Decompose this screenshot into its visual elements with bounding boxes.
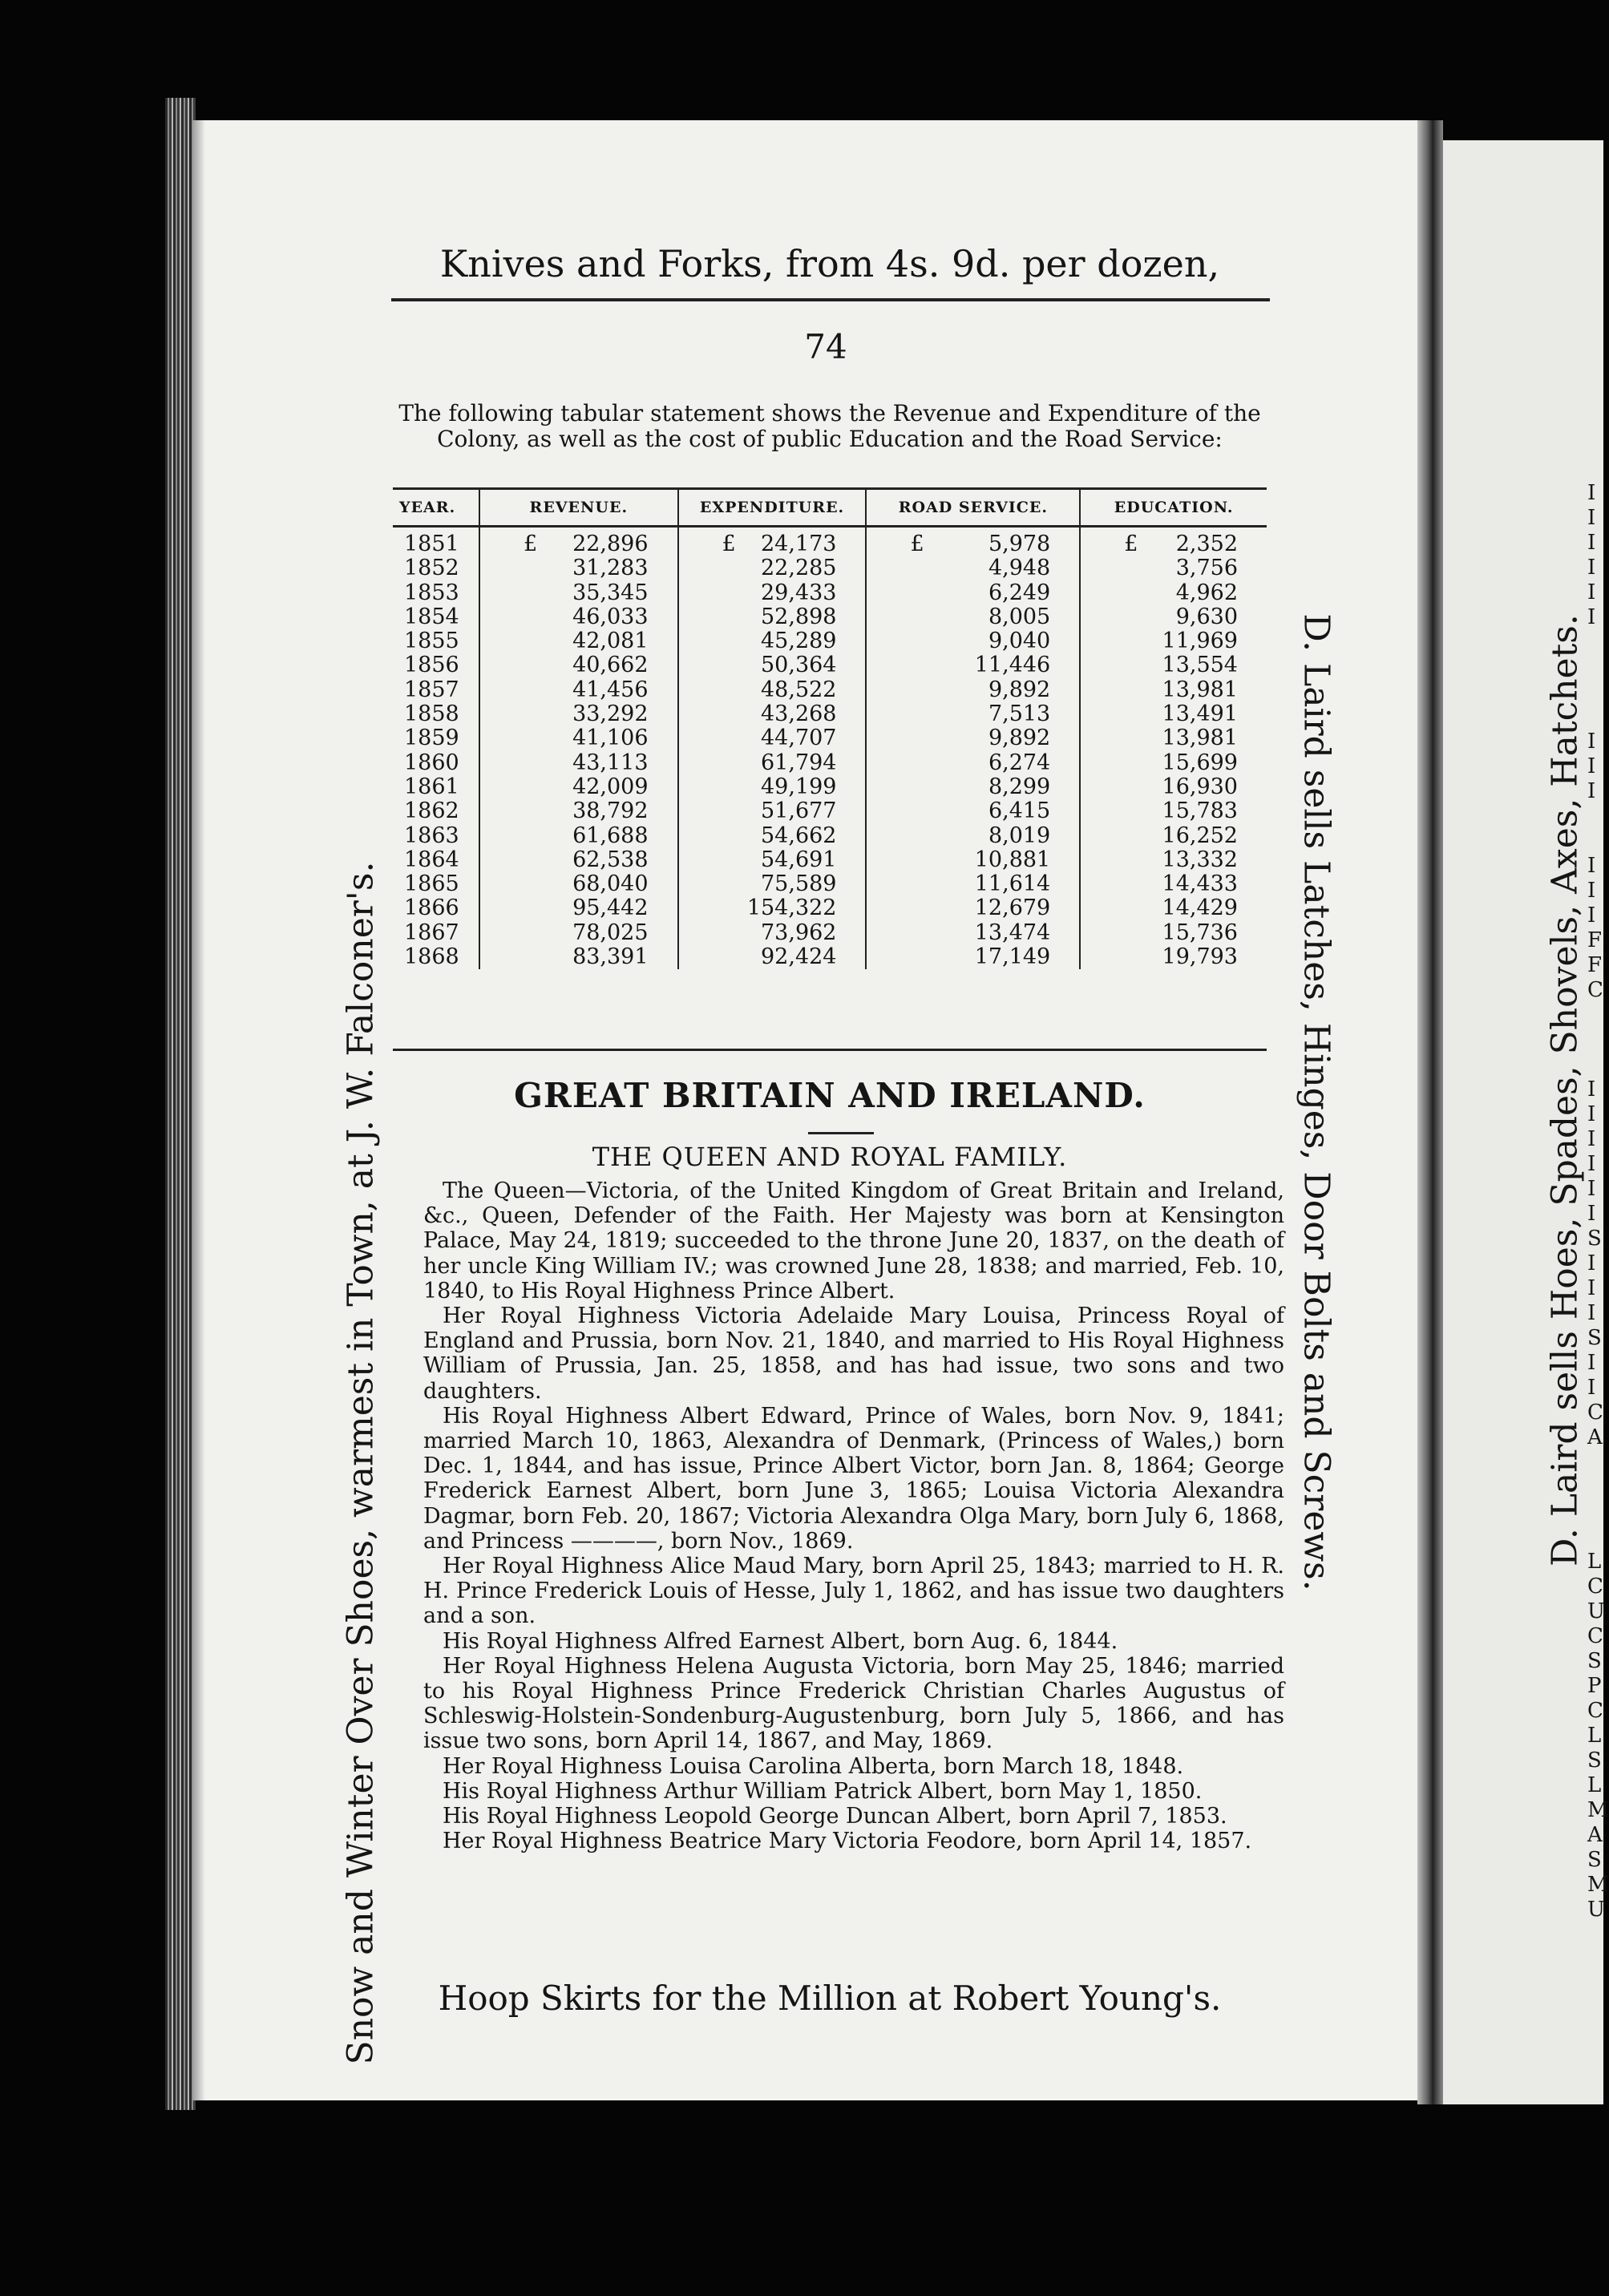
currency-symbol: £ — [524, 532, 538, 556]
table-row — [393, 653, 1267, 677]
facing-page-letter: L — [1587, 1724, 1602, 1748]
royal-family-text — [423, 1178, 1284, 1853]
table-row — [393, 799, 1267, 823]
table-row — [393, 629, 1267, 653]
cell-road-service: 7,513 — [866, 702, 1080, 726]
table-row — [393, 751, 1267, 775]
cell-expenditure — [678, 527, 867, 557]
paragraph: His Royal Highness Arthur William Patrick Albert, born May 1, 1850. — [443, 1778, 1203, 1804]
facing-page-letter: U — [1587, 1599, 1605, 1623]
cell-revenue: 83,391 — [479, 945, 678, 969]
facing-page-letter: F — [1587, 928, 1603, 952]
cell-education: 16,930 — [1080, 775, 1267, 799]
cell-year: 1860 — [404, 750, 459, 775]
cell-education — [1080, 527, 1267, 557]
section-rule — [808, 1132, 874, 1134]
cell-expenditure: 49,199 — [678, 775, 867, 799]
table-row — [393, 605, 1267, 629]
cell-education: 13,981 — [1080, 678, 1267, 702]
facing-page-letter: S — [1587, 1326, 1602, 1350]
facing-page-letter — [1587, 1475, 1609, 1500]
facing-page-letter — [1587, 829, 1609, 854]
cell-education: 15,736 — [1080, 921, 1267, 945]
paragraph: His Royal Highness Leopold George Duncan Albert, born April 7, 1853. — [443, 1804, 1227, 1829]
paragraph: His Royal Highness Alfred Earnest Albert, born Aug. 6, 1844. — [443, 1628, 1118, 1654]
facing-page-letter: S — [1587, 1227, 1602, 1251]
facing-page-letter: A — [1587, 1823, 1603, 1847]
facing-page-letter — [1587, 804, 1609, 829]
currency-symbol: £ — [910, 532, 924, 556]
cell-year: 1855 — [404, 629, 459, 654]
cell-value: 24,173 — [761, 532, 837, 556]
facing-page-letter: C — [1587, 1624, 1603, 1648]
paragraph: Her Royal Highness Louisa Carolina Alberta, born March 18, 1848. — [443, 1753, 1184, 1779]
facing-page-letter — [1587, 630, 1609, 655]
cell-revenue: 41,456 — [479, 678, 678, 702]
cell-year: 1853 — [404, 580, 459, 605]
header-advertisement: Knives and Forks, from 4s. 9d. per dozen, — [439, 242, 1220, 285]
cell-year: 1862 — [404, 798, 459, 824]
cell-road-service: 11,446 — [866, 653, 1080, 677]
table-row — [393, 581, 1267, 605]
table-row — [393, 726, 1267, 750]
cell-road-service: 8,005 — [866, 605, 1080, 629]
cell-revenue — [479, 527, 678, 557]
table-row — [393, 702, 1267, 726]
cell-revenue: 33,292 — [479, 702, 678, 726]
cell-education: 13,981 — [1080, 726, 1267, 750]
facing-page-letter — [1587, 1450, 1609, 1475]
cell-revenue: 42,081 — [479, 629, 678, 653]
revenue-expenditure-table — [393, 487, 1267, 969]
cell-year: 1854 — [404, 604, 459, 629]
cell-expenditure: 43,268 — [678, 702, 867, 726]
paragraph: His Royal Highness Albert Edward, Prince of Wales, born Nov. 9, 1841; married March 10, 1863, Alexandra of Denmark, (Princess of Wales,) born Dec. 1, 1844, and has issue, Prince Albert Victor, born Jan. 8, 1864; George Frederick Earnest Albert, born June 3, 1865; Louisa Victoria Alexandra Dagmar, born Feb. 20, 1867; Victoria Alexandra Olga Mary, born July 6, 1868, and Princess ————, born Nov., 1869. — [423, 1403, 1284, 1554]
table-row — [393, 527, 1267, 557]
facing-page-letter: I — [1587, 754, 1596, 778]
book-gutter — [1417, 120, 1443, 2104]
cell-revenue: 78,025 — [479, 921, 678, 945]
cell-education: 4,962 — [1080, 581, 1267, 605]
column-header-revenue: REVENUE. — [479, 489, 678, 527]
subsection-title: THE QUEEN AND ROYAL FAMILY. — [592, 1142, 1068, 1172]
cell-expenditure: 45,289 — [678, 629, 867, 653]
facing-page-letter: L — [1587, 1773, 1602, 1797]
facing-page-letter — [1587, 1028, 1609, 1053]
cell-revenue: 62,538 — [479, 848, 678, 872]
cell-year: 1859 — [404, 726, 459, 751]
cell-road-service: 9,892 — [866, 726, 1080, 750]
cell-revenue: 31,283 — [479, 556, 678, 580]
left-margin-advertisement: Snow and Winter Over Shoes, warmest in Town, at J. W. Falconer's. — [340, 861, 382, 2065]
cell-expenditure: 29,433 — [678, 581, 867, 605]
facing-page-letter: I — [1587, 531, 1596, 555]
facing-page-letter: I — [1587, 1351, 1596, 1375]
facing-page-letter: I — [1587, 903, 1596, 928]
table-row — [393, 775, 1267, 799]
facing-page-letter: I — [1587, 730, 1596, 754]
facing-page-letter: I — [1587, 779, 1596, 803]
cell-education: 11,969 — [1080, 629, 1267, 653]
cell-education: 14,429 — [1080, 896, 1267, 920]
cell-expenditure: 22,285 — [678, 556, 867, 580]
paragraph: Her Royal Highness Alice Maud Mary, born April 25, 1843; married to H. R. H. Prince Frederick Louis of Hesse, July 1, 1862, and has issue two daughters and a son. — [423, 1554, 1284, 1629]
cell-education: 14,433 — [1080, 872, 1267, 896]
cell-expenditure: 48,522 — [678, 678, 867, 702]
facing-page-letter: I — [1587, 879, 1596, 903]
cell-revenue: 95,442 — [479, 896, 678, 920]
cell-road-service: 12,679 — [866, 896, 1080, 920]
cell-year: 1852 — [404, 556, 459, 581]
cell-road-service — [866, 527, 1080, 557]
cell-year: 1861 — [404, 774, 459, 799]
cell-revenue: 35,345 — [479, 581, 678, 605]
cell-expenditure: 44,707 — [678, 726, 867, 750]
cell-road-service: 9,040 — [866, 629, 1080, 653]
currency-symbol: £ — [722, 532, 736, 556]
facing-page-letter: M — [1587, 1873, 1609, 1897]
cell-expenditure: 54,662 — [678, 824, 867, 848]
facing-page-letter: I — [1587, 580, 1596, 604]
facing-page-letter: C — [1587, 1574, 1603, 1599]
table-row — [393, 872, 1267, 896]
page-number: 74 — [804, 327, 847, 366]
cell-education: 9,630 — [1080, 605, 1267, 629]
table-header-row — [393, 489, 1267, 527]
cell-road-service: 4,948 — [866, 556, 1080, 580]
cell-education: 19,793 — [1080, 945, 1267, 969]
facing-page-letter: I — [1587, 854, 1596, 878]
table-row — [393, 824, 1267, 848]
cell-road-service: 11,614 — [866, 872, 1080, 896]
cell-road-service: 17,149 — [866, 945, 1080, 969]
cell-road-service: 13,474 — [866, 921, 1080, 945]
cell-expenditure: 92,424 — [678, 945, 867, 969]
paragraph: The Queen—Victoria, of the United Kingdom of Great Britain and Ireland, &c., Queen, Defender of the Faith. Her Majesty was born at Kensington Palace, May 24, 1819; succeeded to the throne June 20, 1837, on the death of her uncle King William IV.; was crowned June 28, 1838; and married, Feb. 10, 1840, to His Royal Highness Prince Albert. — [423, 1178, 1284, 1304]
cell-education: 15,699 — [1080, 751, 1267, 775]
page-shadow — [192, 120, 205, 2100]
cell-value: 5,978 — [988, 532, 1051, 556]
table-introduction: The following tabular statement shows the Revenue and Expenditure of the Colony, as well as the cost of public Education and the Road Service: — [398, 400, 1261, 452]
section-title: GREAT BRITAIN AND IRELAND. — [514, 1076, 1146, 1115]
cell-year: 1858 — [404, 701, 459, 727]
cell-expenditure: 52,898 — [678, 605, 867, 629]
cell-road-service: 9,892 — [866, 678, 1080, 702]
table-row — [393, 678, 1267, 702]
facing-page-letter: C — [1587, 978, 1603, 1002]
cell-expenditure: 54,691 — [678, 848, 867, 872]
facing-page-letter: I — [1587, 1177, 1596, 1201]
cell-road-service: 6,415 — [866, 799, 1080, 823]
table-row — [393, 556, 1267, 580]
paragraph: Her Royal Highness Beatrice Mary Victoria Feodore, born April 14, 1857. — [443, 1829, 1252, 1854]
facing-page-advertisement: D. Laird sells Hoes, Spades, Shovels, Axes, Hatchets. — [1544, 614, 1586, 1566]
cell-education: 16,252 — [1080, 824, 1267, 848]
right-margin-advertisement: D. Laird sells Latches, Hinges, Door Bolts and Screws. — [1296, 613, 1337, 1591]
cell-expenditure: 75,589 — [678, 872, 867, 896]
facing-page-letter — [1587, 655, 1609, 680]
facing-page-letter: U — [1587, 1898, 1605, 1922]
cell-road-service: 8,019 — [866, 824, 1080, 848]
cell-expenditure: 61,794 — [678, 751, 867, 775]
cell-expenditure: 50,364 — [678, 653, 867, 677]
paragraph: Her Royal Highness Victoria Adelaide Mary Louisa, Princess Royal of England and Prussia, born Nov. 21, 1840, and married to His Royal Highness William of Prussia, Jan. 25, 1858, and has had issue, two sons and two daughters. — [423, 1304, 1284, 1404]
footer-advertisement: Hoop Skirts for the Million at Robert Young's. — [438, 1979, 1222, 2018]
facing-page-letter: I — [1587, 1152, 1596, 1176]
book-page-edges — [165, 98, 196, 2110]
cell-value: 22,896 — [572, 532, 649, 556]
facing-page-letter: L — [1587, 1550, 1602, 1574]
cell-year: 1857 — [404, 677, 459, 702]
column-header-education: EDUCATION. — [1080, 489, 1267, 527]
cell-expenditure: 51,677 — [678, 799, 867, 823]
cell-revenue: 43,113 — [479, 751, 678, 775]
cell-education: 13,491 — [1080, 702, 1267, 726]
paragraph: Her Royal Highness Helena Augusta Victoria, born May 25, 1846; married to his Royal Highness Prince Frederick Christian Charles Augustus of Schleswig-Holstein-Sondenburg-Augustenburg, born July 5, 1866, and has issue two sons, born April 14, 1867, and May, 1869. — [423, 1653, 1284, 1754]
cell-year: 1868 — [404, 944, 459, 970]
facing-page-letter: M — [1587, 1798, 1609, 1822]
facing-page-letter: I — [1587, 481, 1596, 505]
currency-symbol: £ — [1124, 532, 1138, 556]
cell-road-service: 8,299 — [866, 775, 1080, 799]
facing-page-letter: I — [1587, 506, 1596, 530]
facing-page-letter: C — [1587, 1699, 1603, 1723]
facing-page-letter: I — [1587, 1202, 1596, 1226]
cell-expenditure: 154,322 — [678, 896, 867, 920]
cell-revenue: 68,040 — [479, 872, 678, 896]
facing-page-letter: I — [1587, 1127, 1596, 1151]
facing-page-letter — [1587, 680, 1609, 705]
cell-road-service: 6,274 — [866, 751, 1080, 775]
cell-education: 15,783 — [1080, 799, 1267, 823]
column-header-year: YEAR. — [393, 489, 479, 527]
column-header-expenditure: EXPENDITURE. — [678, 489, 867, 527]
cell-road-service: 10,881 — [866, 848, 1080, 872]
cell-education: 13,554 — [1080, 653, 1267, 677]
cell-revenue: 40,662 — [479, 653, 678, 677]
facing-page-letter: I — [1587, 1301, 1596, 1325]
facing-page-letter: C — [1587, 1401, 1603, 1425]
facing-page-letter: S — [1587, 1848, 1602, 1872]
facing-page-letter — [1587, 1053, 1609, 1077]
column-header-road-service: ROAD SERVICE. — [866, 489, 1080, 527]
table-row — [393, 896, 1267, 920]
cell-revenue: 38,792 — [479, 799, 678, 823]
facing-page-text-fragments — [1587, 481, 1609, 1922]
cell-year: 1866 — [404, 895, 459, 921]
cell-year: 1867 — [404, 920, 459, 945]
facing-page-letter — [1587, 1525, 1609, 1550]
facing-page-letter: I — [1587, 1276, 1596, 1300]
cell-education: 3,756 — [1080, 556, 1267, 580]
cell-year: 1863 — [404, 823, 459, 848]
cell-revenue: 61,688 — [479, 824, 678, 848]
facing-page-letter: S — [1587, 1649, 1602, 1673]
cell-education: 13,332 — [1080, 848, 1267, 872]
cell-value: 2,352 — [1175, 532, 1238, 556]
cell-year: 1864 — [404, 847, 459, 872]
facing-page-letter: F — [1587, 953, 1603, 977]
cell-revenue: 42,009 — [479, 775, 678, 799]
header-rule — [391, 298, 1270, 301]
cell-revenue: 46,033 — [479, 605, 678, 629]
cell-expenditure: 73,962 — [678, 921, 867, 945]
facing-page-letter — [1587, 705, 1609, 730]
table-bottom-rule — [393, 1049, 1267, 1051]
cell-year: 1851 — [404, 532, 459, 556]
facing-page-letter: I — [1587, 556, 1596, 580]
facing-page-letter: I — [1587, 1376, 1596, 1400]
facing-page-letter: I — [1587, 1102, 1596, 1126]
facing-page-letter: I — [1587, 1077, 1596, 1102]
facing-page-letter: I — [1587, 1251, 1596, 1275]
facing-page-letter — [1587, 1500, 1609, 1525]
cell-year: 1865 — [404, 871, 459, 897]
facing-page-letter — [1587, 1003, 1609, 1028]
facing-page-letter: S — [1587, 1748, 1602, 1773]
table-row — [393, 945, 1267, 969]
facing-page-letter: I — [1587, 605, 1596, 629]
table-row — [393, 921, 1267, 945]
table-row — [393, 848, 1267, 872]
cell-road-service: 6,249 — [866, 581, 1080, 605]
facing-page-letter: A — [1587, 1425, 1603, 1449]
cell-year: 1856 — [404, 653, 459, 678]
facing-page-letter: P — [1587, 1674, 1602, 1698]
cell-revenue: 41,106 — [479, 726, 678, 750]
